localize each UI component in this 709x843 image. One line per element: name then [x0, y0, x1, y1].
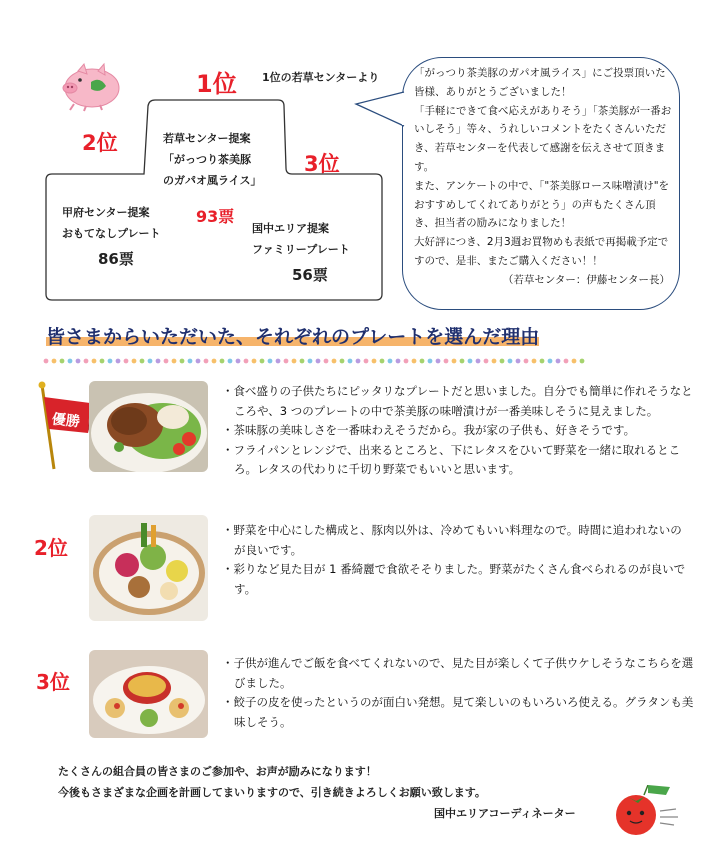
rainbow-dot: [340, 359, 345, 364]
rainbow-dot: [484, 359, 489, 364]
footer-line: たくさんの組合員の皆さまのご参加や、お声が励みになります！: [58, 765, 377, 778]
winner-reasons: [222, 382, 694, 480]
rainbow-dot: [540, 359, 545, 364]
rainbow-dot: [140, 359, 145, 364]
rainbow-dot: [292, 359, 297, 364]
podium-third-plate: ファミリープレート: [252, 243, 350, 256]
rainbow-dot: [260, 359, 265, 364]
podium-second-label: 甲府センター提案: [62, 206, 150, 219]
podium-first-plate-line1: 「がっつり茶美豚: [163, 153, 251, 166]
bubble-paragraph: 「がっつり茶美豚のガパオ風ライス」にご投票頂いた皆様、ありがとうございました！: [414, 67, 666, 98]
rainbow-dot: [428, 359, 433, 364]
rainbow-dot: [172, 359, 177, 364]
bubble-signature: （若草センター：伊藤センター長）: [502, 273, 670, 286]
podium-third-votes: 56票: [292, 266, 328, 284]
rainbow-dot: [556, 359, 561, 364]
reason-item: ・餃子の皮を使ったというのが面白い発想。見て楽しいのもいろいろ使える。グラタンも美味しそう。: [222, 695, 694, 729]
bubble-paragraph: 「手軽にできて食べ応えがありそう」「茶美豚が一番おいしそう」等々、うれしいコメントをたくさんいただき、若草センターを代表して感謝を伝えさせて頂きます。: [414, 104, 672, 173]
rainbow-dot: [156, 359, 161, 364]
rainbow-dot: [324, 359, 329, 364]
rainbow-dot: [284, 359, 289, 364]
rainbow-dot: [500, 359, 505, 364]
section-third-rank: 3位: [36, 670, 70, 694]
rainbow-dot: [148, 359, 153, 364]
rainbow-dot: [212, 359, 217, 364]
bubble-paragraph: また、アンケートの中で、「"茶美豚ロース味噌漬け"をおすすめしてくれてありがとう」の声もたくさん頂き、担当者の励みになりました！: [414, 179, 670, 230]
rainbow-dot: [524, 359, 529, 364]
rainbow-dot: [492, 359, 497, 364]
footer-message: [58, 761, 486, 803]
rainbow-dot: [180, 359, 185, 364]
podium-second-rank: 2位: [82, 131, 118, 155]
rainbow-dot: [348, 359, 353, 364]
podium-third-info: [252, 218, 350, 260]
rainbow-dot: [364, 359, 369, 364]
rainbow-dot: [276, 359, 281, 364]
rainbow-dot: [332, 359, 337, 364]
rainbow-dot: [444, 359, 449, 364]
podium-second-plate: おもてなしプレート: [62, 227, 161, 240]
reason-item: ・野菜を中心にした構成と、豚肉以外は、冷めてもいい料理なので。時間に追われないのが良いです。: [222, 523, 682, 557]
rainbow-dot: [132, 359, 137, 364]
rainbow-dot: [308, 359, 313, 364]
rainbow-dot: [60, 359, 65, 364]
podium-third-rank: 3位: [304, 152, 340, 176]
reason-item: ・茶味豚の美味しさを一番味わえそうだから。我が家の子供も、好きそうです。: [222, 423, 636, 438]
rainbow-dot: [516, 359, 521, 364]
rainbow-dot: [388, 359, 393, 364]
rainbow-dot: [52, 359, 57, 364]
winner-flag-label: 優勝: [51, 411, 81, 431]
second-plate-photo: [89, 515, 208, 621]
bubble-paragraph: 大好評につき、2月3週お買物めも表紙で再掲載予定ですので、是非、またご購入ください！！: [414, 236, 669, 267]
rainbow-dot: [188, 359, 193, 364]
third-plate-photo: [89, 650, 208, 738]
podium-third-label: 国中エリア提案: [252, 222, 329, 235]
rainbow-dot: [316, 359, 321, 364]
podium-first-votes: 93票: [196, 207, 235, 226]
footer-signature: 国中エリアコーディネーター: [434, 807, 576, 820]
rainbow-dot-line: [42, 357, 590, 365]
rainbow-dot: [572, 359, 577, 364]
rainbow-dot: [532, 359, 537, 364]
podium-second-votes: 86票: [98, 250, 134, 268]
podium-first-rank: 1位: [196, 70, 237, 98]
rainbow-dot: [580, 359, 585, 364]
reason-item: ・フライパンとレンジで、出来るところと、下にレタスをひいて野菜を一緒に取れるところ。レタスの代わりに千切り野菜でもいいと思います。: [222, 442, 681, 477]
rainbow-dot: [460, 359, 465, 364]
reason-item: ・食べ盛りの子供たちにピッタリなプレートだと思いました。自分でも簡単に作れそうなところや、3 つのプレートの中で茶美豚の味噌漬けが一番美味しそうに見えました。: [222, 384, 693, 418]
rainbow-dot: [372, 359, 377, 364]
section-headline: 皆さまからいただいた、それぞれのプレートを選んだ理由: [46, 322, 539, 349]
podium-first-info: [163, 128, 262, 191]
podium-first-plate-line2: のガパオ風ライス」: [163, 174, 262, 187]
rainbow-dot: [220, 359, 225, 364]
rainbow-dot: [68, 359, 73, 364]
rainbow-dot: [436, 359, 441, 364]
rainbow-dot: [84, 359, 89, 364]
rainbow-dot: [164, 359, 169, 364]
rainbow-dot: [564, 359, 569, 364]
rainbow-dot: [244, 359, 249, 364]
rainbow-dot: [228, 359, 233, 364]
rainbow-dot: [412, 359, 417, 364]
bubble-tail: [354, 86, 406, 132]
podium-first-label: 若草センター提案: [163, 132, 251, 145]
rainbow-dot: [548, 359, 553, 364]
tomato-mascot-icon: [604, 785, 684, 839]
reason-item: ・子供が進んでご飯を食べてくれないので、見た目が楽しくて子供ウケしそうなこちらを選びました。: [222, 656, 694, 690]
rainbow-dot: [380, 359, 385, 364]
rainbow-dot: [76, 359, 81, 364]
bubble-message: [414, 64, 676, 290]
podium-second-info: [62, 202, 161, 244]
rainbow-dot: [116, 359, 121, 364]
rainbow-dot: [44, 359, 49, 364]
bubble-tail-cover: [402, 93, 406, 125]
footer-line: 今後もさまざまな企画を計画してまいりますので、引き続きよろしくお願い致します。: [58, 786, 486, 799]
rainbow-dot: [404, 359, 409, 364]
winner-plate-photo: [89, 381, 208, 472]
rainbow-dot: [300, 359, 305, 364]
rainbow-dot: [108, 359, 113, 364]
rainbow-dot: [356, 359, 361, 364]
rainbow-dot: [236, 359, 241, 364]
second-reasons: [222, 521, 692, 599]
rainbow-dot: [100, 359, 105, 364]
rainbow-dot: [268, 359, 273, 364]
reason-item: ・彩りなど見た目が 1 番綺麗で食欲そそりました。野菜がたくさん食べられるのが良いです。: [222, 562, 686, 596]
rainbow-dot: [476, 359, 481, 364]
third-reasons: [222, 654, 694, 732]
rainbow-dot: [124, 359, 129, 364]
rainbow-dot: [468, 359, 473, 364]
rainbow-dot: [196, 359, 201, 364]
bubble-caption: 1位の若草センターより: [262, 71, 380, 84]
rainbow-dot: [452, 359, 457, 364]
rainbow-dot: [252, 359, 257, 364]
rainbow-dot: [396, 359, 401, 364]
rainbow-dot: [204, 359, 209, 364]
rainbow-dot: [508, 359, 513, 364]
section-second-rank: 2位: [34, 536, 68, 560]
rainbow-dot: [420, 359, 425, 364]
rainbow-dot: [92, 359, 97, 364]
